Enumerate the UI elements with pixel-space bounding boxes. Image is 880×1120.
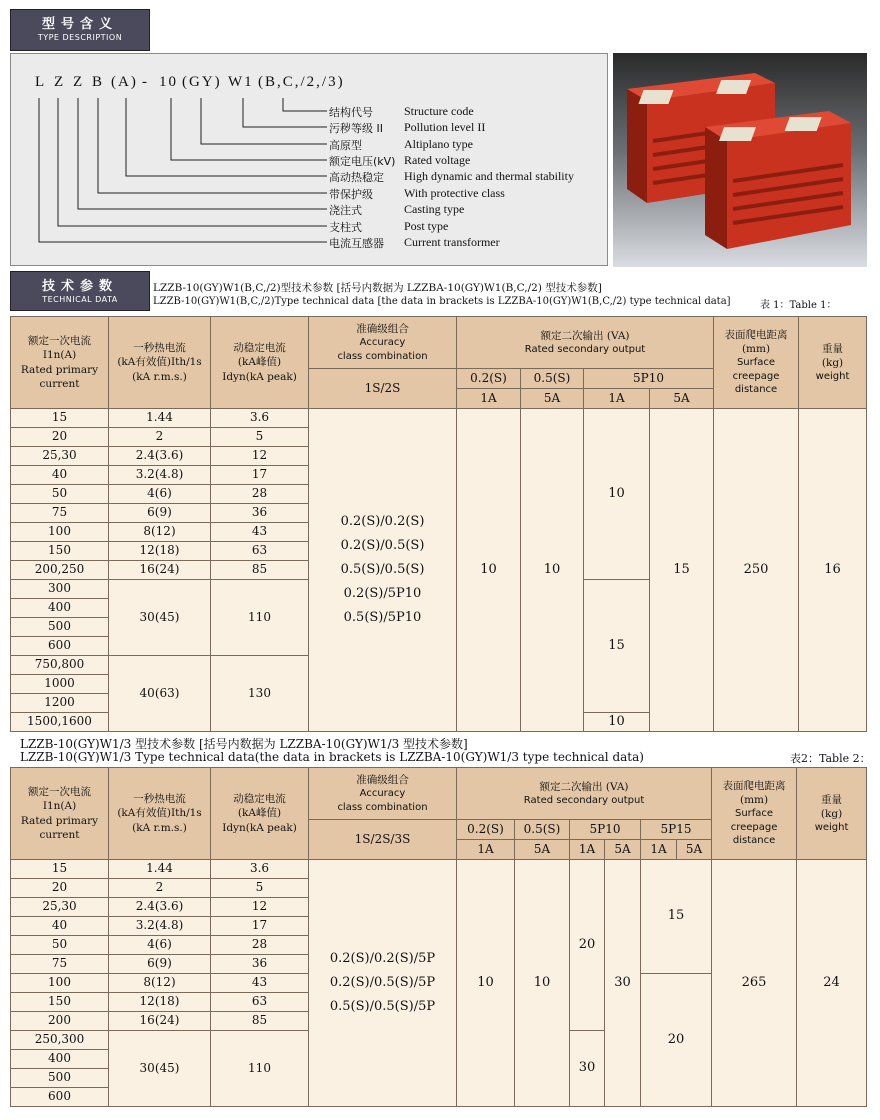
code-row-cn: 支柱式	[329, 221, 362, 234]
section-title-cn: 型号含义	[41, 17, 118, 32]
cell-current: 500	[11, 618, 109, 637]
cell-output-02-1a: 10	[457, 409, 521, 732]
cell-current: 750,800	[11, 656, 109, 675]
cell-dynamic: 36	[211, 955, 309, 974]
table1	[10, 316, 867, 732]
cell-dynamic: 36	[211, 504, 309, 523]
cell-current: 40	[11, 466, 109, 485]
cell-current: 150	[11, 993, 109, 1012]
cell-current: 500	[11, 1069, 109, 1088]
code-row-en: Current transformer	[404, 235, 500, 249]
cell-current: 75	[11, 955, 109, 974]
cell-current: 200	[11, 1012, 109, 1031]
type-description-panel	[10, 53, 608, 266]
cell-thermal: 2	[109, 879, 211, 898]
cell-dynamic: 110	[211, 580, 309, 656]
header-rated-current: 额定一次电流 I1n(A) Rated primary current	[11, 768, 109, 860]
cell-dynamic: 43	[211, 523, 309, 542]
cell-current: 75	[11, 504, 109, 523]
cell-thermal: 1.44	[109, 860, 211, 879]
cell-output-5p10-1a: 10	[584, 713, 650, 732]
cell-dynamic: 28	[211, 485, 309, 504]
output-amp: 1A	[457, 840, 515, 860]
code-row-cn: 高原型	[329, 139, 362, 152]
output-amp: 1A	[570, 840, 605, 860]
cell-thermal: 8(12)	[109, 974, 211, 993]
cell-thermal: 3.2(4.8)	[109, 917, 211, 936]
section-title-cn: 技术参数	[41, 279, 118, 294]
cell-current: 200,250	[11, 561, 109, 580]
cell-dynamic: 3.6	[211, 409, 309, 428]
code-part: L	[35, 74, 47, 90]
cell-current: 25,30	[11, 447, 109, 466]
header-thermal-current: 一秒热电流 (kA有效值)Ith/1s (kA r.m.s.)	[109, 768, 211, 860]
code-row-cn: 电流互感器	[329, 237, 384, 250]
cell-weight: 16	[799, 409, 867, 732]
table1-caption-en: LZZB-10(GY)W1(B,C,/2)Type technical data [the data in brackets is LZZBA-10(GY)W1(B,C,/2) type technical data]	[153, 296, 731, 307]
transformer-front	[705, 111, 851, 249]
output-group: 5P15	[641, 820, 712, 840]
cell-thermal: 16(24)	[109, 561, 211, 580]
accuracy-value: 1S/2S/3S	[309, 820, 457, 860]
code-part: Z	[73, 74, 85, 90]
cell-current: 1200	[11, 694, 109, 713]
cell-thermal: 2.4(3.6)	[109, 898, 211, 917]
cell-current: 50	[11, 936, 109, 955]
cell-dynamic: 5	[211, 879, 309, 898]
header-secondary-output: 额定二次输出 (VA) Rated secondary output	[457, 317, 714, 369]
header-weight: 重量 (kg) weight	[799, 317, 867, 409]
output-amp: 5A	[677, 840, 712, 860]
cell-thermal: 6(9)	[109, 504, 211, 523]
cell-output-5p15: 20	[641, 974, 712, 1107]
code-row-cn: 污秽等级 II	[329, 122, 383, 135]
header-accuracy: 准确级组合 Accuracy class combination	[309, 768, 457, 820]
cell-dynamic: 3.6	[211, 860, 309, 879]
section-title-en: TYPE DESCRIPTION	[37, 33, 123, 42]
output-group: 0.5(S)	[515, 820, 570, 840]
cell-thermal: 40(63)	[109, 656, 211, 732]
code-row-cn: 结构代号	[329, 106, 373, 119]
cell-current: 400	[11, 599, 109, 618]
cell-current: 300	[11, 580, 109, 599]
code-row-en: Structure code	[404, 104, 474, 118]
cell-current: 1500,1600	[11, 713, 109, 732]
cell-output-5p10-5a: 15	[650, 409, 714, 732]
section-header-type-description	[10, 9, 150, 51]
cell-output-5p10-1a: 15	[584, 580, 650, 713]
product-photo	[613, 53, 867, 267]
code-part: -	[142, 74, 149, 90]
code-part: B	[92, 74, 105, 90]
accuracy-value: 1S/2S	[309, 369, 457, 409]
cell-thermal: 30(45)	[109, 1031, 211, 1107]
cell-output-05-5a: 10	[521, 409, 584, 732]
cell-output-05-5a: 10	[515, 860, 570, 1107]
cell-creepage: 250	[714, 409, 799, 732]
cell-current: 150	[11, 542, 109, 561]
cell-dynamic: 28	[211, 936, 309, 955]
cell-weight: 24	[797, 860, 867, 1107]
code-row-en: Post type	[404, 219, 449, 233]
table2-label: 表2：Table 2：	[790, 752, 871, 765]
cell-thermal: 16(24)	[109, 1012, 211, 1031]
cell-dynamic: 43	[211, 974, 309, 993]
cell-current: 20	[11, 879, 109, 898]
cell-creepage: 265	[712, 860, 797, 1107]
code-row-cn: 浇注式	[329, 204, 362, 217]
cell-thermal: 12(18)	[109, 993, 211, 1012]
code-row-en: Altiplano type	[404, 137, 473, 151]
header-creepage: 表面爬电距离 (mm) Surface creepage distance	[712, 768, 797, 860]
section-header-technical-data	[10, 271, 150, 311]
header-accuracy: 准确级组合 Accuracy class combination	[309, 317, 457, 369]
cell-current: 15	[11, 409, 109, 428]
cell-dynamic: 5	[211, 428, 309, 447]
output-amp: 5A	[521, 389, 584, 409]
header-rated-current: 额定一次电流 I1n(A) Rated primary current	[11, 317, 109, 409]
cell-current: 50	[11, 485, 109, 504]
cell-dynamic: 110	[211, 1031, 309, 1107]
cell-output-5p10-1a: 30	[570, 1031, 605, 1107]
cell-thermal: 4(6)	[109, 936, 211, 955]
header-dynamic-current: 动稳定电流 (kA峰值) Idyn(kA peak)	[211, 768, 309, 860]
cell-combinations: 0.2(S)/0.2(S)/5P 0.2(S)/0.5(S)/5P 0.5(S)/0.5(S)/5P	[309, 860, 457, 1107]
cell-dynamic: 130	[211, 656, 309, 732]
output-group: 0.2(S)	[457, 369, 521, 389]
code-part: W1	[228, 74, 254, 90]
cell-current: 40	[11, 917, 109, 936]
cell-thermal: 1.44	[109, 409, 211, 428]
output-amp: 1A	[457, 389, 521, 409]
cell-current: 1000	[11, 675, 109, 694]
header-thermal-current: 一秒热电流 (kA有效值)Ith/1s (kA r.m.s.)	[109, 317, 211, 409]
cell-current: 100	[11, 974, 109, 993]
cell-dynamic: 63	[211, 993, 309, 1012]
code-part: 10	[159, 74, 178, 90]
cell-current: 600	[11, 1088, 109, 1107]
cell-output-5p10-1a: 10	[584, 409, 650, 580]
code-row-en: Rated voltage	[404, 153, 471, 167]
table2-caption-en: LZZB-10(GY)W1/3 Type technical data(the data in brackets is LZZBA-10(GY)W1/3 type technical data)	[20, 750, 644, 764]
cell-dynamic: 85	[211, 1012, 309, 1031]
cell-thermal: 6(9)	[109, 955, 211, 974]
cell-thermal: 12(18)	[109, 542, 211, 561]
header-weight: 重量 (kg) weight	[797, 768, 867, 860]
table2-caption-cn: LZZB-10(GY)W1/3 型技术参数 [括号内数据为 LZZBA-10(GY)W1/3 型技术参数]	[20, 737, 468, 751]
header-dynamic-current: 动稳定电流 (kA峰值) Idyn(kA peak)	[211, 317, 309, 409]
cell-dynamic: 12	[211, 447, 309, 466]
header-creepage: 表面爬电距离 (mm) Surface creepage distance	[714, 317, 799, 409]
cell-thermal: 3.2(4.8)	[109, 466, 211, 485]
output-group: 5P10	[584, 369, 714, 389]
code-row-cn: 高动热稳定	[329, 171, 384, 184]
header-secondary-output: 额定二次输出 (VA) Rated secondary output	[457, 768, 712, 820]
cell-thermal: 2	[109, 428, 211, 447]
cell-output-5p15: 15	[641, 860, 712, 974]
code-part: (A)	[111, 74, 138, 90]
cell-output-5p10-5a: 30	[605, 860, 641, 1107]
code-row-en: Pollution level II	[404, 120, 486, 134]
cell-dynamic: 85	[211, 561, 309, 580]
output-amp: 1A	[584, 389, 650, 409]
output-group: 0.2(S)	[457, 820, 515, 840]
code-row-cn: 带保护级	[329, 188, 373, 201]
code-row-en: With protective class	[404, 186, 505, 200]
output-group: 5P10	[570, 820, 641, 840]
code-part: (GY)	[182, 74, 222, 90]
cell-current: 20	[11, 428, 109, 447]
cell-dynamic: 17	[211, 466, 309, 485]
output-group: 0.5(S)	[521, 369, 584, 389]
output-amp: 5A	[515, 840, 570, 860]
code-row-cn: 额定电压(kV)	[329, 155, 396, 168]
cell-dynamic: 12	[211, 898, 309, 917]
cell-thermal: 2.4(3.6)	[109, 447, 211, 466]
output-amp: 5A	[650, 389, 714, 409]
code-part: Z	[54, 74, 66, 90]
cell-output-02-1a: 10	[457, 860, 515, 1107]
cell-combinations: 0.2(S)/0.2(S) 0.2(S)/0.5(S) 0.5(S)/0.5(S) 0.2(S)/5P10 0.5(S)/5P10	[309, 409, 457, 732]
output-amp: 1A	[641, 840, 677, 860]
code-part: (B,C,/2,/3)	[258, 74, 345, 90]
cell-dynamic: 63	[211, 542, 309, 561]
table1-caption-cn: LZZB-10(GY)W1(B,C,/2)型技术参数 [括号内数据为 LZZBA-10(GY)W1(B,C,/2) 型技术参数]	[153, 282, 602, 294]
cell-output-5p10-1a: 20	[570, 860, 605, 1031]
cell-current: 600	[11, 637, 109, 656]
cell-current: 25,30	[11, 898, 109, 917]
cell-thermal: 8(12)	[109, 523, 211, 542]
cell-thermal: 4(6)	[109, 485, 211, 504]
section-title-en: TECHNICAL DATA	[42, 295, 118, 304]
code-row-en: Casting type	[404, 202, 465, 216]
cell-current: 400	[11, 1050, 109, 1069]
code-row-en: High dynamic and thermal stability	[404, 169, 574, 183]
cell-current: 15	[11, 860, 109, 879]
cell-current: 100	[11, 523, 109, 542]
table2	[10, 767, 867, 1107]
output-amp: 5A	[605, 840, 641, 860]
cell-current: 250,300	[11, 1031, 109, 1050]
cell-dynamic: 17	[211, 917, 309, 936]
cell-thermal: 30(45)	[109, 580, 211, 656]
table1-label: 表 1：Table 1：	[760, 300, 837, 311]
